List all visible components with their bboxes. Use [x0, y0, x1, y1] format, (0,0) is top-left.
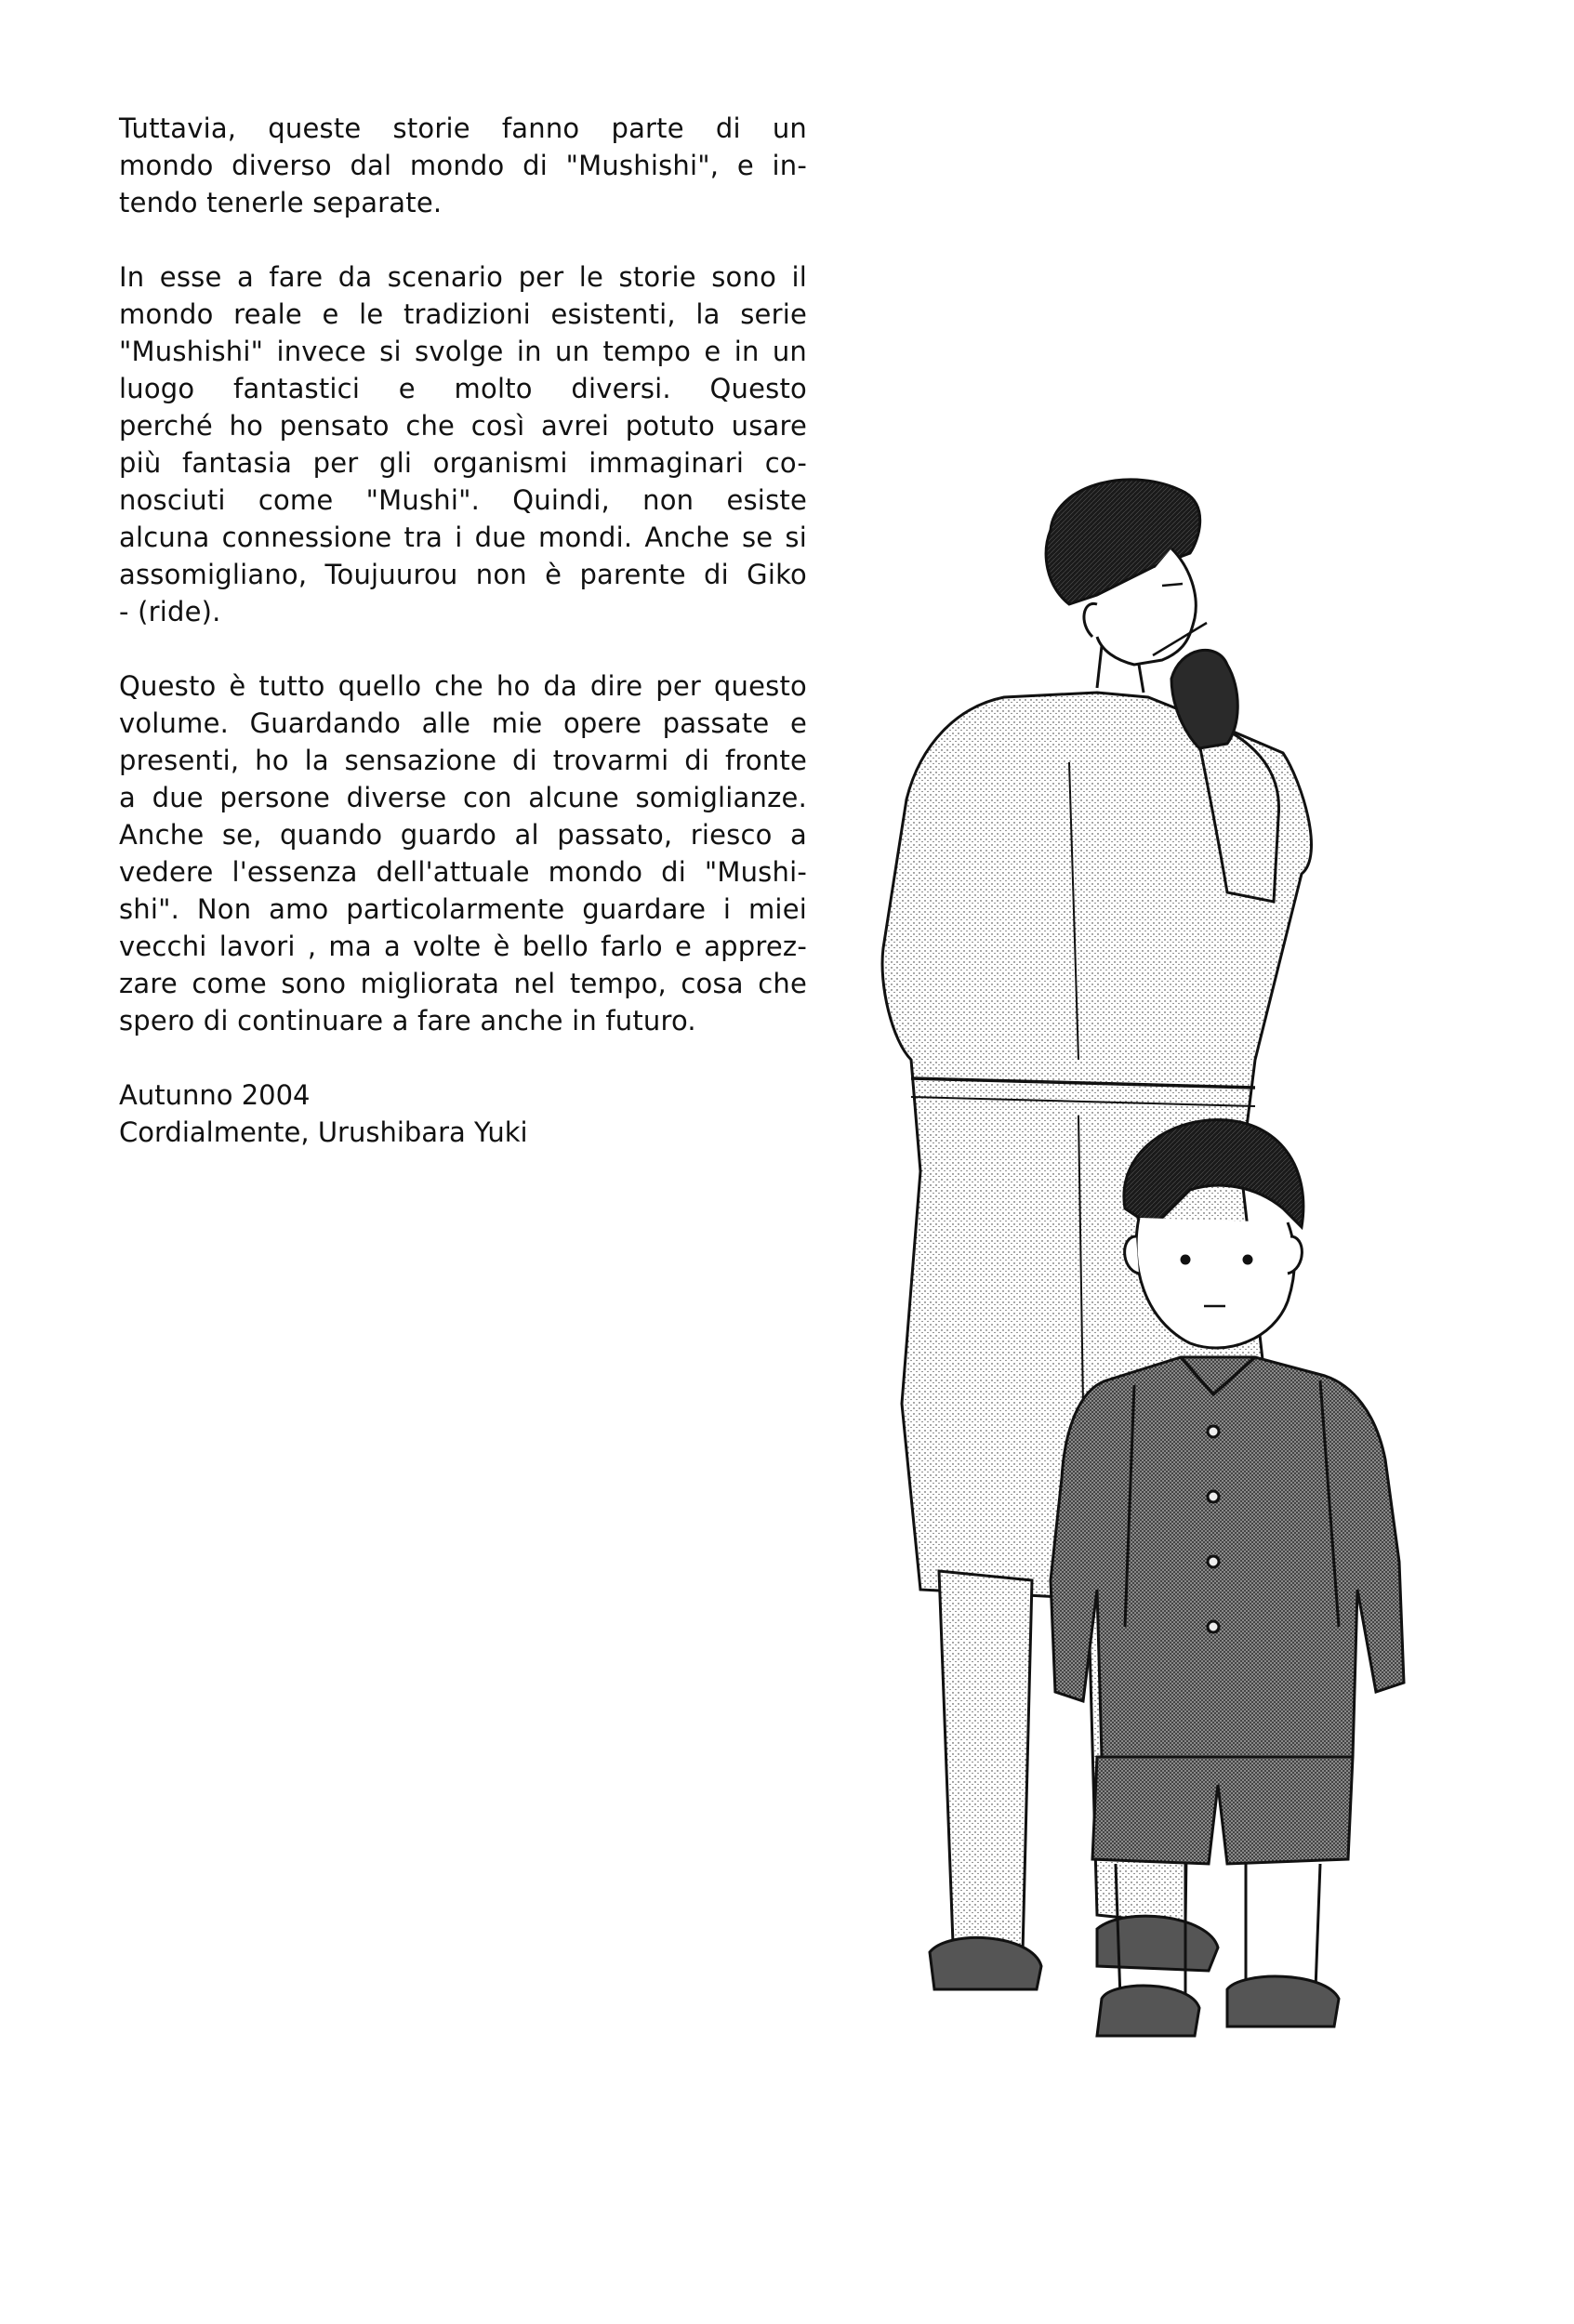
text-line: a due persone diverse con alcune somiglianze. — [119, 782, 807, 813]
text-line: - (ride). — [119, 596, 221, 627]
text-line: mondo reale e le tradizioni esistenti, la serie — [119, 298, 807, 330]
man-and-boy-illustration — [818, 465, 1488, 2119]
text-line: "Mushishi" invece si svolge in un tempo e in un — [119, 336, 807, 367]
illustration-drawing — [818, 465, 1488, 2119]
signature-block — [119, 1076, 807, 1151]
text-line: Questo è tutto quello che ho da dire per questo — [119, 670, 807, 702]
paragraph-3 — [119, 667, 807, 1039]
text-line: tendo tenerle separate. — [119, 187, 443, 218]
paragraph-1 — [119, 110, 807, 221]
text-line: assomigliano, Toujuurou non è parente di Giko — [119, 559, 807, 590]
text-line: zare come sono migliorata nel tempo, cosa che — [119, 968, 807, 999]
text-line: vedere l'essenza dell'attuale mondo di "Mushi- — [119, 856, 807, 888]
signature-closing: Cordialmente, Urushibara Yuki — [119, 1116, 528, 1148]
text-line: Anche se, quando guardo al passato, riesco a — [119, 819, 807, 851]
text-line: più fantasia per gli organismi immaginari co- — [119, 447, 807, 479]
text-line: alcuna connessione tra i due mondi. Anche se si — [119, 522, 807, 553]
text-line: luogo fantastici e molto diversi. Questo — [119, 373, 807, 404]
text-line: nosciuti come "Mushi". Quindi, non esiste — [119, 484, 807, 516]
text-line: vecchi lavori , ma a volte è bello farlo e apprez- — [119, 931, 807, 962]
paragraph-2 — [119, 258, 807, 630]
afterword-text — [119, 110, 807, 1151]
text-line: mondo diverso dal mondo di "Mushishi", e in- — [119, 150, 807, 181]
text-line: Tuttavia, queste storie fanno parte di un — [119, 112, 807, 144]
signature-date: Autunno 2004 — [119, 1079, 311, 1111]
text-line: presenti, ho la sensazione di trovarmi di fronte — [119, 745, 807, 776]
text-line: shi". Non amo particolarmente guardare i miei — [119, 893, 807, 925]
text-line: spero di continuare a fare anche in futuro. — [119, 1005, 696, 1037]
text-line: In esse a fare da scenario per le storie sono il — [119, 261, 807, 293]
text-line: volume. Guardando alle mie opere passate e — [119, 707, 807, 739]
text-line: perché ho pensato che così avrei potuto usare — [119, 410, 807, 442]
